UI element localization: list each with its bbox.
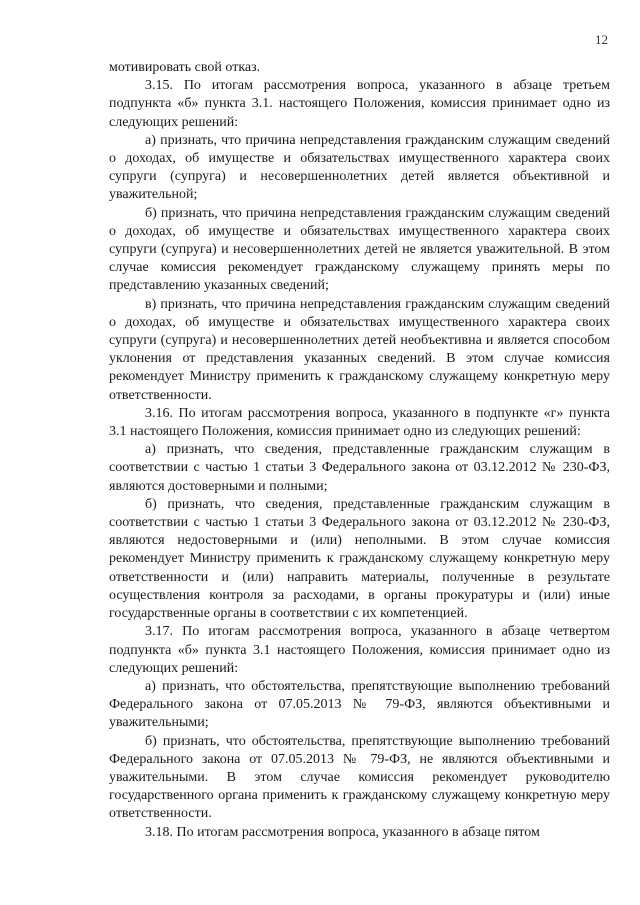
paragraph: 3.16. По итогам рассмотрения вопроса, указанного в подпункте «г» пункта 3.1 настоящего Положения, комиссия принимает одно из следующих решений: [109, 405, 610, 440]
paragraph: б) признать, что причина непредставления гражданским служащим сведений о доходах, об имуществе и обязательствах имущественного характера своих супруги (супруга) и несовершеннолетних детей не является уважительной. В этом случае комиссия рекомендует гражданскому служащему принять меры по представлению указанных сведений; [109, 205, 610, 294]
paragraph: 3.17. По итогам рассмотрения вопроса, указанного в абзаце четвертом подпункта «б» пункта 3.1 настоящего Положения, комиссия принимает одно из следующих решений: [109, 624, 610, 676]
paragraph: 3.18. По итогам рассмотрения вопроса, указанного в абзаце пятом [145, 824, 540, 840]
paragraph: 3.15. По итогам рассмотрения вопроса, указанного в абзаце третьем подпункта «б» пункта 3.1. настоящего Положения, комиссия принимает одно из следующих решений: [109, 78, 610, 130]
paragraph: мотивировать свой отказ. [109, 60, 261, 75]
page-number: 12 [595, 32, 608, 47]
paragraph: а) признать, что причина непредставления гражданским служащим сведений о доходах, об имуществе и обязательствах имущественного характера своих супруги (супруга) и несовершеннолетних детей является объективной и уважительной; [109, 132, 610, 203]
paragraph: б) признать, что обстоятельства, препятствующие выполнению требований Федерального закона от 07.05.2013 № 79-ФЗ, не являются объективными и уважительными. В этом случае комиссия рекомендует руководителю государственного органа применить к гражданскому служащему конкретную меру ответственности. [109, 733, 610, 822]
document-body [109, 59, 610, 842]
paragraph: а) признать, что сведения, представленные гражданским служащим в соответствии с частью 1 статьи 3 Федерального закона от 03.12.2012 № 230-ФЗ, являются достоверными и полными; [109, 442, 610, 494]
paragraph: б) признать, что сведения, представленные гражданским служащим в соответствии с частью 1 статьи 3 Федерального закона от 03.12.2012 № 230-ФЗ, являются недостоверными и (или) неполными. В этом случае комиссия рекомендует Министру применить к гражданскому служащему конкретную меру ответственности и (или) направить материалы, полученные в результате осуществления контроля за расходами, в органы прокуратуры и (или) иные государственные органы в соответствии с их компетенцией. [109, 496, 610, 622]
paragraph: а) признать, что обстоятельства, препятствующие выполнению требований Федерального закона от 07.05.2013 № 79-ФЗ, являются объективными и уважительными; [109, 678, 610, 731]
paragraph: в) признать, что причина непредставления гражданским служащим сведений о доходах, об имуществе и обязательствах имущественного характера своих супруги (супруга) и несовершеннолетних детей необъективна и является способом уклонения от представления указанных сведений. В этом случае комиссия рекомендует Министру применить к гражданскому служащему конкретную меру ответственности. [109, 296, 610, 403]
